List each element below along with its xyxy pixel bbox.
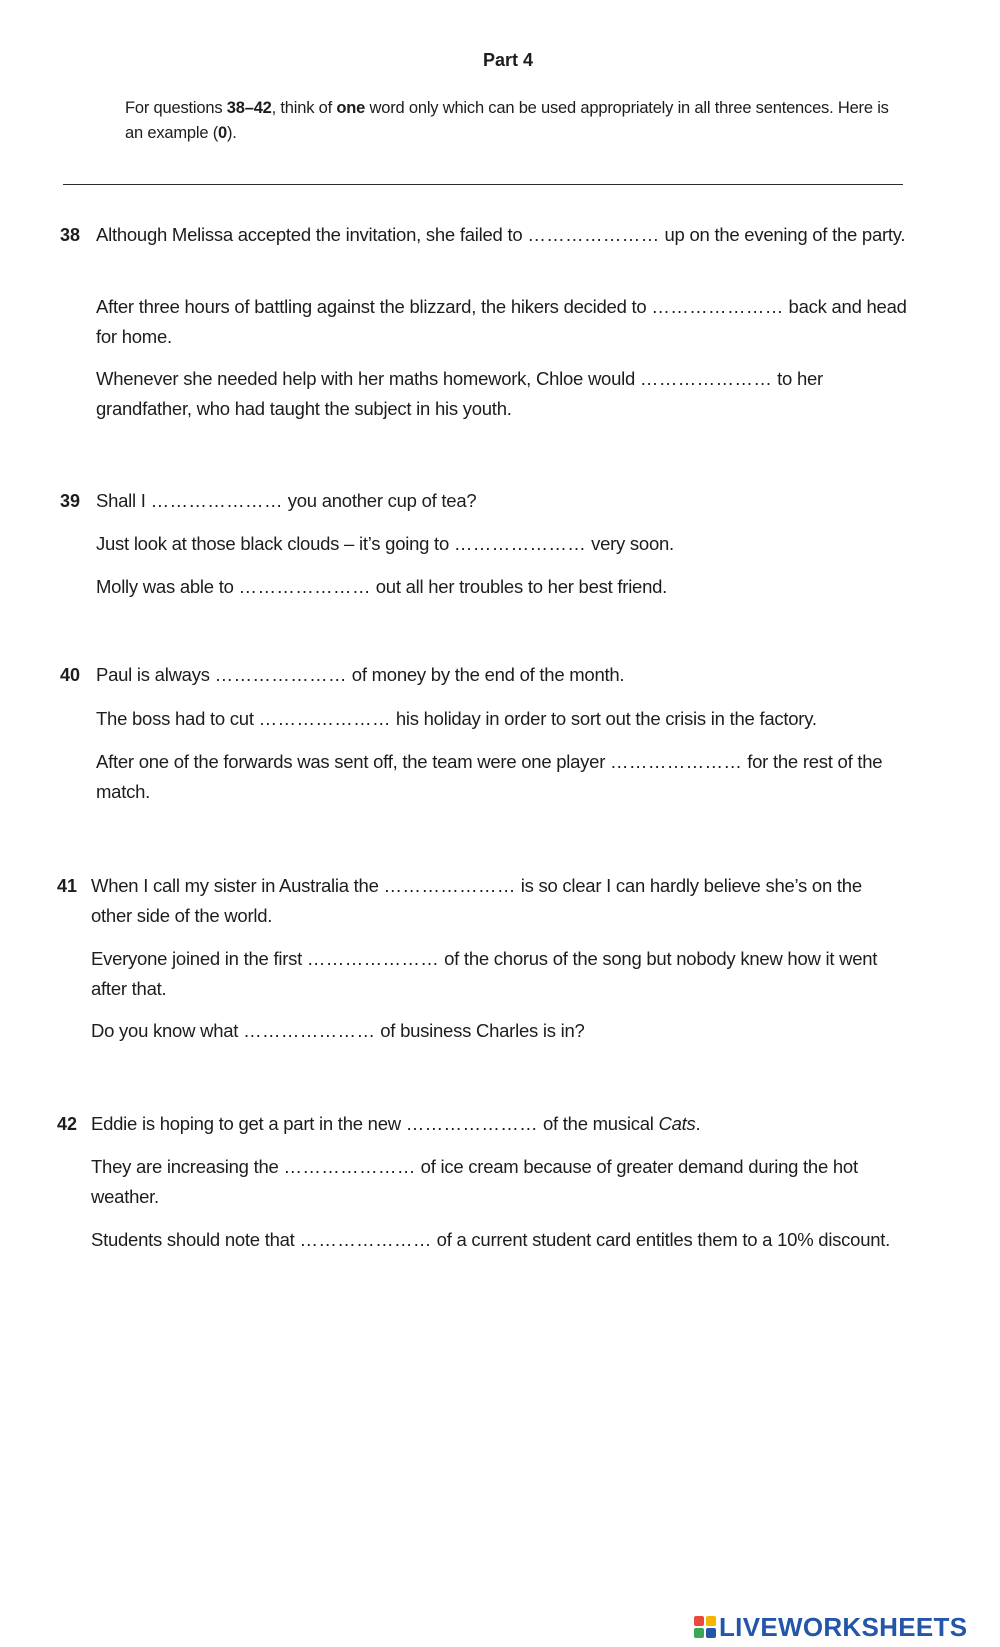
question-number: 41 xyxy=(57,876,78,896)
question-number: 40 xyxy=(60,665,81,685)
brand-name: LIVEWORKSHEETS xyxy=(719,1611,968,1642)
instructions-text: word only which can be used appropriately in all three sentences. Here is an example ( xyxy=(125,99,889,142)
sentence-text: back and head for home. xyxy=(96,296,907,347)
sentence xyxy=(96,660,911,690)
musical-title: Cats xyxy=(658,1113,696,1134)
answer-gap[interactable]: ………………… xyxy=(383,875,516,896)
sentence xyxy=(96,364,911,424)
sentence-text: to her grandfather, who had taught the subject in his youth. xyxy=(96,368,823,419)
sentence xyxy=(91,871,906,931)
question-range: 38–42 xyxy=(226,99,272,117)
sentence xyxy=(91,1225,906,1255)
answer-gap[interactable]: ………………… xyxy=(258,708,391,729)
answer-gap[interactable]: ………………… xyxy=(405,1113,539,1134)
sentence-text: his holiday in order to sort out the crisis in the factory. xyxy=(390,708,817,729)
liveworksheets-logo-icon xyxy=(694,1616,716,1638)
answer-gap[interactable]: ………………… xyxy=(150,490,283,511)
sentence-text: very soon. xyxy=(586,533,674,554)
question-number: 39 xyxy=(60,491,81,511)
answer-gap[interactable]: ………………… xyxy=(651,296,784,317)
sentence xyxy=(96,220,911,250)
sentence-text: you another cup of tea? xyxy=(282,490,477,511)
answer-gap[interactable]: ………………… xyxy=(527,224,660,245)
sentence-text: of a current student card entitles them to a 10% discount. xyxy=(431,1229,891,1250)
logo-square xyxy=(706,1628,716,1638)
instructions-text: ). xyxy=(226,124,237,142)
sentence xyxy=(91,1152,906,1212)
answer-gap[interactable]: ………………… xyxy=(453,533,587,554)
sentence-text: When I call my sister in Australia the xyxy=(91,875,384,896)
sentence xyxy=(96,572,911,602)
answer-gap[interactable]: ………………… xyxy=(610,751,743,772)
sentence-text: Molly was able to xyxy=(96,576,239,597)
sentence xyxy=(96,486,911,516)
logo-square xyxy=(694,1616,704,1626)
instructions-text: For questions xyxy=(125,99,227,117)
answer-gap[interactable]: ………………… xyxy=(639,368,773,389)
answer-gap[interactable]: ………………… xyxy=(214,664,347,685)
sentence-text: Whenever she needed help with her maths homework, Chloe would xyxy=(96,368,640,389)
sentence-text: Although Melissa accepted the invitation, she failed to xyxy=(96,224,528,245)
example-number: 0 xyxy=(217,124,227,142)
sentence xyxy=(96,292,911,352)
sentence-text: Just look at those black clouds – it’s going to xyxy=(96,533,454,554)
sentence-text: Everyone joined in the first xyxy=(91,948,307,969)
sentence-text: of business Charles is in? xyxy=(375,1020,585,1041)
instructions-text: , think of xyxy=(271,99,337,117)
answer-gap[interactable]: ………………… xyxy=(238,576,371,597)
page-title: Part 4 xyxy=(482,50,534,70)
sentence xyxy=(91,944,906,1004)
sentence xyxy=(96,529,911,559)
sentence-text: of the chorus of the song but nobody knew how it went after that. xyxy=(91,948,878,999)
answer-gap[interactable]: ………………… xyxy=(283,1156,416,1177)
logo-square xyxy=(706,1616,716,1626)
sentence-text: for the rest of the match. xyxy=(96,751,883,802)
sentence-text: up on the evening of the party. xyxy=(659,224,906,245)
question-number: 38 xyxy=(60,225,81,245)
sentence-text: Paul is always xyxy=(96,664,215,685)
sentence-text: Eddie is hoping to get a part in the new xyxy=(91,1113,406,1134)
sentence-text: of money by the end of the month. xyxy=(346,664,625,685)
sentence-text: of ice cream because of greater demand during the hot weather. xyxy=(91,1156,858,1207)
answer-gap[interactable]: ………………… xyxy=(299,1229,432,1250)
sentence xyxy=(96,747,911,807)
sentence-text: After three hours of battling against the blizzard, the hikers decided to xyxy=(96,296,652,317)
emphasis-one: one xyxy=(336,99,366,117)
sentence-text: Shall I xyxy=(96,490,151,511)
liveworksheets-brand xyxy=(694,1612,967,1642)
sentence-text: is so clear I can hardly believe she’s on the other side of the world. xyxy=(91,875,862,926)
answer-gap[interactable]: ………………… xyxy=(243,1020,376,1041)
sentence-text: out all her troubles to her best friend. xyxy=(370,576,668,597)
sentence xyxy=(96,704,911,734)
divider-line xyxy=(63,184,903,185)
sentence-text: Students should note that xyxy=(91,1229,300,1250)
sentence-text: They are increasing the xyxy=(91,1156,284,1177)
sentence-text: After one of the forwards was sent off, the team were one player xyxy=(96,751,611,772)
logo-square xyxy=(694,1628,704,1638)
instructions xyxy=(125,96,905,146)
sentence-text: The boss had to cut xyxy=(96,708,259,729)
answer-gap[interactable]: ………………… xyxy=(306,948,440,969)
sentence-text: . xyxy=(695,1113,701,1134)
question-number: 42 xyxy=(57,1114,78,1134)
sentence xyxy=(91,1109,906,1139)
sentence xyxy=(91,1016,906,1046)
sentence-text: Do you know what xyxy=(91,1020,244,1041)
sentence-text: of the musical xyxy=(538,1113,659,1134)
